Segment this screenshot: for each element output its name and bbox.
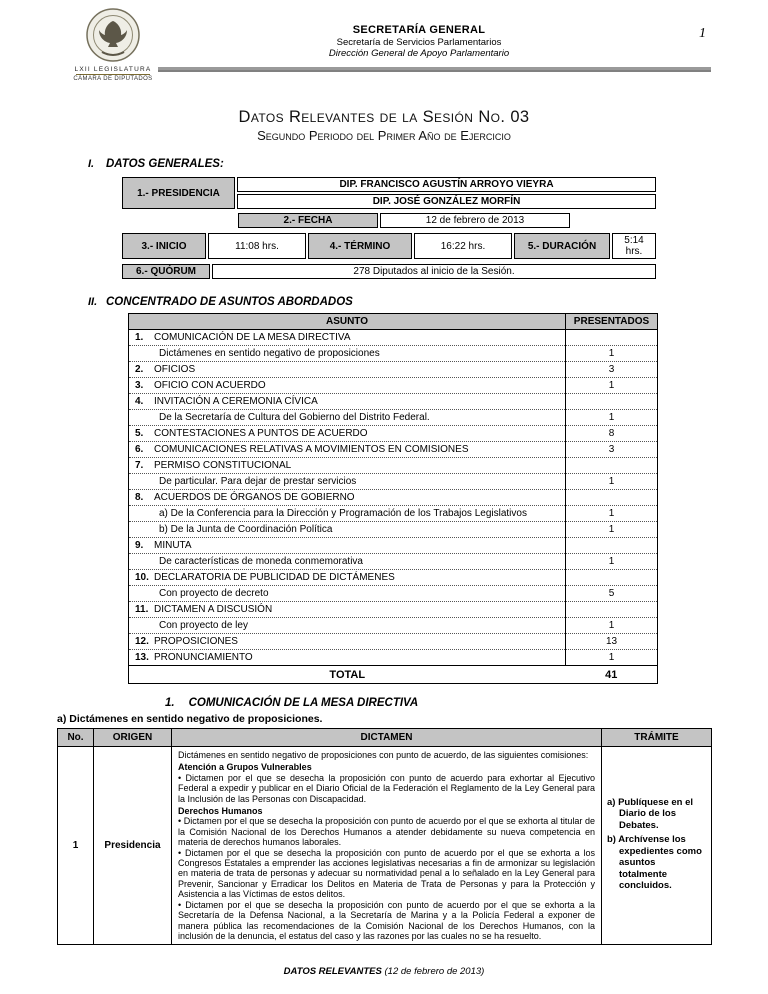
asunto-number: 8. <box>135 491 144 503</box>
tramite-item: a) Publíquese en el Diario de los Debates. <box>607 796 694 831</box>
horario-table <box>120 231 658 261</box>
asunto-row <box>129 362 658 378</box>
detail-subtitle: a) Dictámenes en sentido negativo de proposiciones. <box>57 713 323 725</box>
asunto-row <box>129 394 658 410</box>
dictamen-no: 1 <box>58 747 94 945</box>
dictamen-content <box>172 747 602 945</box>
section-numeral: II. <box>88 296 98 308</box>
dictamen-paragraph: • Dictamen por el que se desecha la proposición con punto de acuerdo para exhortar al Ejecutivo Federal a expedir y publicar en el Diario Oficial de la Federación el Reglamento de la Ley General para la Inclusión de las Personas con Discapacidad. <box>178 772 595 804</box>
asunto-label: PRONUNCIAMIENTO <box>154 651 253 663</box>
asunto-label: De características de moneda conmemorativa <box>159 555 363 567</box>
asunto-text <box>129 650 566 666</box>
column-header-asunto: ASUNTO <box>129 314 566 330</box>
asunto-row <box>129 458 658 474</box>
asunto-text <box>129 362 566 378</box>
asunto-text <box>129 618 566 634</box>
quorum-label: 6.- QUÓRUM <box>122 264 210 279</box>
asunto-label: MINUTA <box>154 539 192 551</box>
header-divider <box>158 67 711 72</box>
asunto-row <box>129 410 658 426</box>
asunto-row <box>129 474 658 490</box>
asunto-text <box>129 394 566 410</box>
asunto-text <box>129 522 566 538</box>
table-row <box>122 233 656 259</box>
inicio-label: 3.- INICIO <box>122 233 206 259</box>
asunto-text <box>129 378 566 394</box>
asunto-label: INVITACIÓN A CEREMONIA CÍVICA <box>154 395 318 407</box>
asunto-row <box>129 602 658 618</box>
asunto-number: 1. <box>135 331 144 343</box>
presidencia-table <box>120 175 658 211</box>
asunto-label: DICTAMEN A DISCUSIÓN <box>154 603 273 615</box>
section-title: CONCENTRADO DE ASUNTOS ABORDADOS <box>106 296 353 308</box>
dictamen-paragraph: Derechos Humanos <box>178 806 263 817</box>
asunto-presentados-value: 5 <box>566 586 658 602</box>
coat-of-arms-icon <box>86 8 140 64</box>
asunto-presentados-value <box>566 602 658 618</box>
column-header-origen: ORIGEN <box>94 729 172 747</box>
quorum-table <box>120 262 658 281</box>
asunto-label: CONTESTACIONES A PUNTOS DE ACUERDO <box>154 427 368 439</box>
asunto-number: 10. <box>135 571 149 583</box>
dictamen-paragraph: • Dictamen por el que se desecha la proposición con punto de acuerdo por el que se exhorta a la Secretaría de la Defensa Nacional, a la Secretaría de Marina y a la Policía Federal a exponer de manera pública las recomendaciones de la Comisión Nacional de los Derechos Humanos, con la inclusión de la denuncia, el estatus del caso y las razones por las cuales no se ha resuelto. <box>178 899 595 941</box>
asunto-presentados-value: 3 <box>566 362 658 378</box>
asunto-presentados-value: 1 <box>566 378 658 394</box>
org-name: SECRETARÍA GENERAL <box>352 24 486 36</box>
asunto-presentados-value <box>566 458 658 474</box>
document-title: Datos Relevantes de la Sesión No. 03 <box>238 108 530 126</box>
fecha-value: 12 de febrero de 2013 <box>380 213 570 228</box>
asunto-label: PERMISO CONSTITUCIONAL <box>154 459 292 471</box>
asunto-number: 13. <box>135 651 149 663</box>
detail-section-number: 1. <box>165 697 175 709</box>
presidencia-name-2: DIP. JOSÉ GONZÁLEZ MORFÍN <box>237 194 656 209</box>
page-header <box>0 0 768 96</box>
column-header-no: No. <box>58 729 94 747</box>
dictamen-origen: Presidencia <box>94 747 172 945</box>
dictamen-paragraph: Dictámenes en sentido negativo de proposiciones con punto de acuerdo, de las siguientes comisiones: <box>178 750 589 760</box>
tramite-content <box>602 747 712 945</box>
logo-divider <box>76 74 150 75</box>
asunto-label: De la Secretaría de Cultura del Gobierno del Distrito Federal. <box>159 411 430 423</box>
asunto-presentados-value: 1 <box>566 506 658 522</box>
asunto-number: 3. <box>135 379 144 391</box>
asunto-label: Con proyecto de ley <box>159 619 248 631</box>
asunto-number: 7. <box>135 459 144 471</box>
asunto-text <box>129 490 566 506</box>
fecha-table <box>236 211 572 230</box>
asunto-presentados-value <box>566 330 658 346</box>
asunto-label: COMUNICACIÓN DE LA MESA DIRECTIVA <box>154 331 351 343</box>
total-row <box>129 666 658 684</box>
asunto-label: COMUNICACIONES RELATIVAS A MOVIMIENTOS EN COMISIONES <box>154 443 469 455</box>
institution-logo <box>70 8 156 82</box>
asunto-row <box>129 330 658 346</box>
org-subtitle-1: Secretaría de Servicios Parlamentarios <box>336 37 502 48</box>
asunto-label: OFICIO CON ACUERDO <box>154 379 266 391</box>
asunto-label: Dictámenes en sentido negativo de proposiciones <box>159 347 380 359</box>
fecha-label: 2.- FECHA <box>238 213 378 228</box>
asunto-presentados-value: 1 <box>566 474 658 490</box>
dictamen-header-row <box>58 729 712 747</box>
asunto-row <box>129 650 658 666</box>
asunto-text <box>129 426 566 442</box>
asunto-row <box>129 490 658 506</box>
presidencia-label: 1.- PRESIDENCIA <box>122 177 235 209</box>
asunto-number: 12. <box>135 635 149 647</box>
duracion-label: 5.- DURACIÓN <box>514 233 610 259</box>
column-header-dictamen: DICTAMEN <box>172 729 602 747</box>
asunto-label: PROPOSICIONES <box>154 635 238 647</box>
dictamen-paragraph: • Dictamen por el que se desecha la proposición con punto de acuerdo por el que se exhorta a los Congresos Estatales a emprender las acciones legislativas necesarias a fin de armonizar su legislación en materia de trata de personas y adecuar su normatividad penal a lo señalado en la Ley General para Prevenir, Sancionar y Erradicar los Delitos en Materia de Trata de Personas y para la Protección y Asistencia a las Víctimas de estos delitos. <box>178 847 595 900</box>
asunto-label: Con proyecto de decreto <box>159 587 269 599</box>
asunto-row <box>129 618 658 634</box>
total-value: 41 <box>566 666 658 684</box>
asunto-number: 9. <box>135 539 144 551</box>
asunto-presentados-value: 3 <box>566 442 658 458</box>
asunto-row <box>129 522 658 538</box>
duracion-value: 5:14 hrs. <box>612 233 656 259</box>
dictamen-paragraph: Atención a Grupos Vulnerables <box>178 762 312 773</box>
detail-section-title: COMUNICACIÓN DE LA MESA DIRECTIVA <box>188 697 419 709</box>
section-datos-generales-heading <box>57 158 711 170</box>
asunto-presentados-value <box>566 394 658 410</box>
document-subtitle: Segundo Periodo del Primer Año de Ejercicio <box>257 128 511 143</box>
asunto-text <box>129 410 566 426</box>
column-header-tramite: TRÁMITE <box>602 729 712 747</box>
asunto-row <box>129 378 658 394</box>
asunto-presentados-value: 1 <box>566 650 658 666</box>
tramite-item: b) Archívense los expedientes como asuntos totalmente concluidos. <box>607 834 702 892</box>
footer-title: DATOS RELEVANTES <box>283 966 382 977</box>
total-label: TOTAL <box>129 666 566 684</box>
asunto-label: OFICIOS <box>154 363 196 375</box>
asunto-number: 4. <box>135 395 144 407</box>
inicio-value: 11:08 hrs. <box>208 233 306 259</box>
asunto-row <box>129 570 658 586</box>
section-concentrado-heading <box>57 296 711 308</box>
asunto-presentados-value <box>566 538 658 554</box>
asunto-text <box>129 586 566 602</box>
asunto-row <box>129 346 658 362</box>
asunto-label: ACUERDOS DE ÓRGANOS DE GOBIERNO <box>154 491 355 503</box>
termino-value: 16:22 hrs. <box>414 233 512 259</box>
footer-date: (12 de febrero de 2013) <box>381 966 485 977</box>
asunto-number: 11. <box>135 603 149 615</box>
detail-section-heading <box>165 697 711 709</box>
asunto-label: DECLARATORIA DE PUBLICIDAD DE DICTÁMENES <box>154 571 395 583</box>
asunto-text <box>129 634 566 650</box>
asunto-label: b) De la Junta de Coordinación Política <box>159 523 333 535</box>
asunto-presentados-value: 1 <box>566 410 658 426</box>
page-number: 1 <box>699 26 706 41</box>
asunto-row <box>129 586 658 602</box>
asunto-text <box>129 474 566 490</box>
logo-legislature-label: LXII LEGISLATURA <box>74 66 152 73</box>
asunto-text <box>129 602 566 618</box>
asunto-text <box>129 458 566 474</box>
asunto-number: 6. <box>135 443 144 455</box>
asunto-presentados-value: 1 <box>566 554 658 570</box>
asunto-text <box>129 506 566 522</box>
dictamen-row <box>58 747 712 945</box>
column-header-presentados: PRESENTADOS <box>566 314 658 330</box>
section-title: DATOS GENERALES: <box>106 158 224 170</box>
asunto-label: De particular. Para dejar de prestar servicios <box>159 475 357 487</box>
asunto-presentados-value: 13 <box>566 634 658 650</box>
asunto-text <box>129 570 566 586</box>
asunto-row <box>129 506 658 522</box>
table-row <box>122 177 656 192</box>
table-row <box>122 264 656 279</box>
asunto-text <box>129 554 566 570</box>
asunto-text <box>129 330 566 346</box>
dictamen-table <box>57 728 712 945</box>
dictamen-paragraph: • Dictamen por el que se desecha la proposición con punto de acuerdo por el que se exhorta al titular de la Comisión Nacional de los Derechos Humanos a atender debidamente su nueva competencia en materia de derechos humanos laborales. <box>178 816 595 848</box>
presidencia-name-1: DIP. FRANCISCO AGUSTÍN ARROYO VIEYRA <box>237 177 656 192</box>
org-subtitle-2: Dirección General de Apoyo Parlamentario <box>328 48 510 59</box>
asunto-presentados-value: 1 <box>566 522 658 538</box>
termino-label: 4.- TÉRMINO <box>308 233 412 259</box>
asunto-label: a) De la Conferencia para la Dirección y Programación de los Trabajos Legislativos <box>159 507 527 519</box>
asunto-number: 5. <box>135 427 144 439</box>
quorum-value: 278 Diputados al inicio de la Sesión. <box>212 264 656 279</box>
logo-chamber-label: CÁMARA DE DIPUTADOS <box>73 76 153 82</box>
asunto-text <box>129 538 566 554</box>
asuntos-header-row <box>129 314 658 330</box>
asuntos-table <box>128 313 658 684</box>
page-footer <box>0 966 768 977</box>
asunto-presentados-value: 1 <box>566 618 658 634</box>
section-numeral: I. <box>88 158 95 170</box>
asunto-presentados-value: 8 <box>566 426 658 442</box>
header-org-block <box>200 24 638 59</box>
asunto-text <box>129 442 566 458</box>
asunto-row <box>129 554 658 570</box>
asunto-row <box>129 634 658 650</box>
asunto-presentados-value <box>566 570 658 586</box>
asunto-number: 2. <box>135 363 144 375</box>
document-title-block <box>57 108 711 143</box>
asunto-row <box>129 426 658 442</box>
table-row <box>238 213 570 228</box>
asuntos-body <box>129 330 658 666</box>
asunto-presentados-value <box>566 490 658 506</box>
asunto-text <box>129 346 566 362</box>
page-content <box>0 108 768 945</box>
asunto-row <box>129 442 658 458</box>
asunto-presentados-value: 1 <box>566 346 658 362</box>
asunto-row <box>129 538 658 554</box>
